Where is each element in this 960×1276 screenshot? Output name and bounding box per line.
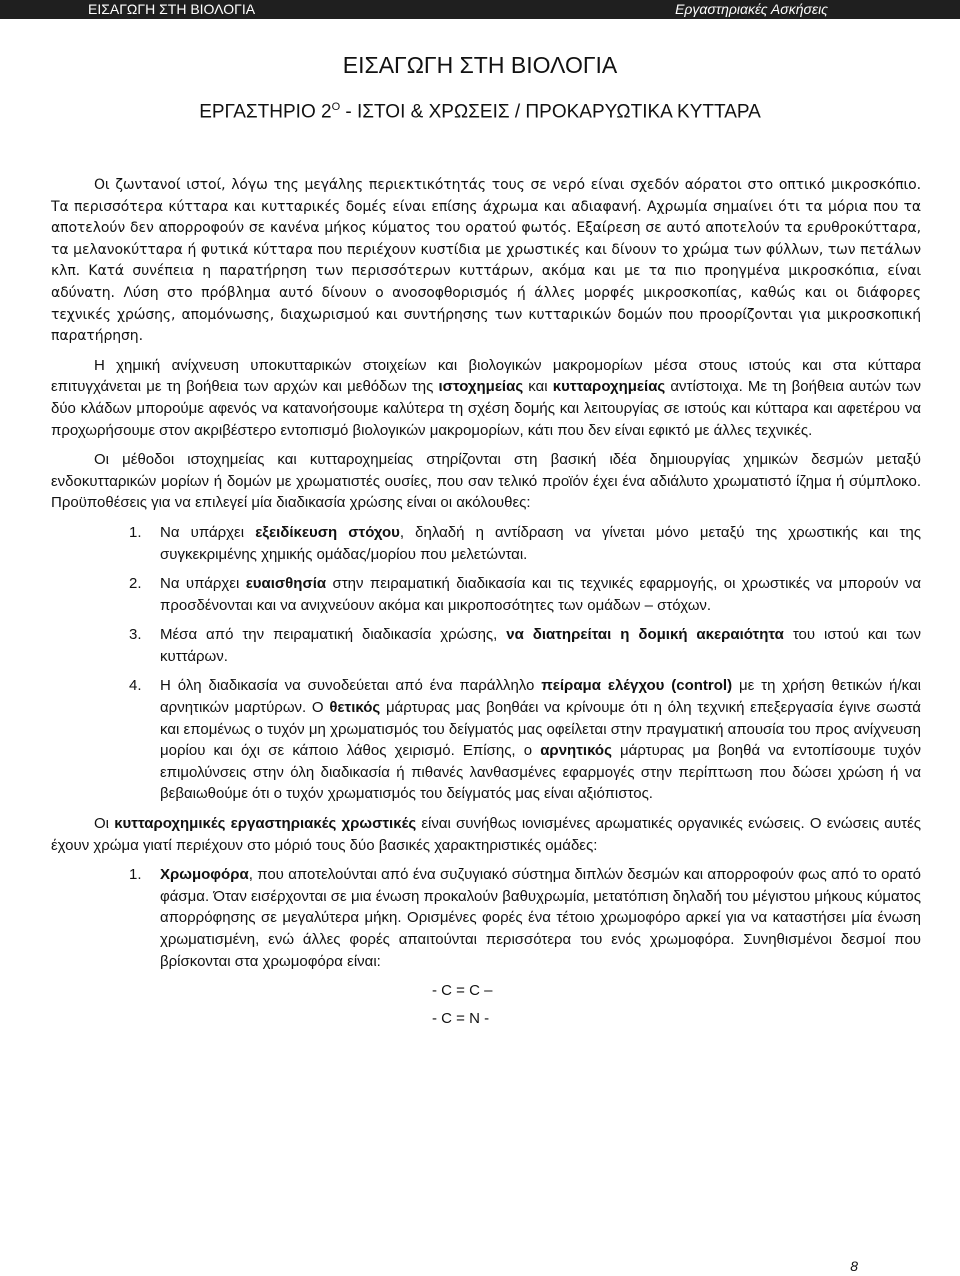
groups-list (51, 864, 921, 972)
paragraph-intro: Οι ζωντανοί ιστοί, λόγω της μεγάλης περιεκτικότητάς τους σε νερό είναι σχεδόν αόρατοι στο οπτικό μικροσκόπιο. Τα περισσότερα κύτταρα και κυτταρικές δομές είναι επίσης άχρωμα και αδιαφανή. Αχρωμία σημαίνει ότι τα μόρια που τα αποτελούν δεν απορροφούν σε κανένα μήκος κύματος του ορατού φωτός. Εξαίρεση σε αυτό αποτελούν τα ερυθροκύτταρα, τα μελανοκύτταρα ή φυτικά κύτταρα που περιέχουν κυστίδια με χρωστικές και δίνουν το χρώμα των φύλλων, των πετάλων κλπ. Κατά συνέπεια η παρατήρηση των περισσότερων κυττάρων, ακόμα και με τα πιο προηγμένα μικροσκόπια, είναι αδύνατη. Λύση στο πρόβλημα αυτό δίνουν ο ανοσοφθορισμός ή άλλες μορφές μικροσκοπίας, καθώς και οι διάφορες τεχνικές χρώσης, απομόνωσης, διαχωρισμού και συντήρησης των κυτταρικών δομών που προορίζονται για μικροσκοπική παρατήρηση. (51, 177, 921, 345)
page-header (0, 0, 960, 19)
formula-block (51, 980, 921, 1029)
list-number: 4. (129, 677, 142, 695)
header-left-title: ΕΙΣΑΓΩΓΗ ΣΤΗ ΒΙΟΛΟΓΙΑ (88, 1, 256, 17)
formula-line: - C = C – (432, 982, 493, 1000)
list-text: του ιστού και των κυττάρων. (160, 626, 922, 665)
paragraph-methods: Οι μέθοδοι ιστοχημείας και κυτταροχημείας στηρίζονται στη βασική ιδέα δημιουργίας χημικών δεσμών μεταξύ ενδοκυτταρικών μορίων ή δομών με χρωματιστές ουσίες, που σαν τελικό προϊόν έχει ένα αδιάλυτο χρωματιστό ίζημα ή σύμπλοκο. Προϋποθέσεις για να επιλεγεί μία διαδικασία χρώσης είναι οι ακόλουθες: (51, 451, 921, 512)
list-text: Να υπάρχει (160, 523, 256, 541)
list-bold: αρνητικός (540, 742, 612, 760)
list-text: μάρτυρας μας βοηθάει να κρίνουμε ότι η όλη τεχνική επεξεργασία έγινε σωστά και επομένως ο τυχόν μη χρωματισμός του δείγματός μας οφείλεται στην πραγματική απουσία του προς ανίχνευση μορίου και όχι σε κάποιο λάθος χειρισμό. Επίσης, ο (160, 699, 921, 760)
p4-text-c: είναι συνήθως ιονισμένες αρωματικές οργανικές ενώσεις. Ο ενώσεις αυτές έχουν χρώμα γιατί περιέχουν στο μόριό τους δύο βασικές χαρακτηριστικές ομάδες: (51, 815, 921, 854)
subtitle-sup: Ο (331, 101, 341, 113)
list-item (51, 522, 921, 565)
p4-text-a: Οι (94, 815, 115, 833)
list-text: μάρτυρας μα βοηθά να εντοπίσουμε τυχόν επιμολύνσεις στην όλη διαδικασία ή πιθανές λανθασμένες εφαρμογές στην περίπτωση που δώσει χρώση ή να βεβαιωθούμε ότι ο τυχόν χρωματισμός του δείγματός μας είναι αξιόπιστος. (160, 742, 921, 803)
list-number: 3. (129, 626, 142, 644)
list-bold: εξειδίκευση στόχου (255, 523, 400, 541)
list-item (51, 864, 921, 972)
paragraph-dyes (51, 813, 921, 856)
formula-line: - C = N - (432, 1009, 490, 1027)
list-number: 2. (129, 575, 142, 593)
p2-bold-cytochemistry: κυτταροχημείας (552, 378, 666, 396)
p4-bold: κυτταροχημικές εργαστηριακές χρωστικές (114, 815, 417, 833)
list-bold: να διατηρείται η δομική ακεραιότητα (506, 626, 784, 644)
list-text: με τη χρήση θετικών ή/και αρνητικών μαρτύρων. Ο (160, 677, 922, 717)
list-text: Να υπάρχει (160, 575, 246, 593)
list-item (51, 624, 921, 667)
p2-text-d: αντίστοιχα. Με τη βοήθεια αυτών των δύο κλάδων μπορούμε αφενός να κατανοήσουμε καλύτερα τη σχέση δομής και λειτουργίας σε ιστούς και κύτταρα και αφετέρου να προχωρήσουμε στον ακριβέστερο εντοπισμό βιολογικών μακρομορίων, κάτι που δεν είναι εφικτό με άλλες τεχνικές. (51, 378, 922, 439)
p2-bold-histochemistry: ιστοχημείας (438, 378, 524, 396)
p2-text-c: και (523, 378, 553, 396)
list-item (51, 675, 921, 805)
subtitle-pre: ΕΡΓΑΣΤΗΡΙΟ 2 (199, 101, 332, 123)
p2-text-a: Η χημική ανίχνευση υποκυτταρικών στοιχείων και βιολογικών μακρομορίων μέσα στους ιστούς και στα κύτταρα επιτυγχάνεται με τη βοήθεια των αρχών και μεθόδων της (51, 356, 921, 396)
list-bold: πείραμα ελέγχου (control) (541, 677, 733, 695)
paragraph-histochemistry (51, 355, 921, 441)
list-text: , που αποτελούνται από ένα συζυγιακό σύστημα διπλών δεσμών και απορροφούν φως από το ορατό φάσμα. Όταν εισέρχονται σε μια ένωση προκαλούν βαθυχρωμία, μετατόπιση δηλαδή του μέγιστου μήκους κύματος απορρόφησης σε μεγαλύτερα μήκη. Ορισμένες φορές ένα τέτοιο χρωμοφόρο αρκεί για να καταστήσει μία ένωση χρωματισμένη, ενώ άλλες φορές απαιτούνται περισσότερα του ενός χρωμοφόρα. Συνηθισμένοι δεσμοί που βρίσκονται στα χρωμοφόρα είναι: (160, 866, 921, 970)
page-subtitle (0, 94, 960, 125)
document-body (51, 175, 921, 1035)
header-right-title: Εργαστηριακές Ασκήσεις (675, 1, 828, 17)
list-text: Μέσα από την πειραματική διαδικασία χρώσης, (160, 626, 507, 644)
list-number: 1. (129, 523, 142, 541)
list-text: , δηλαδή η αντίδραση να γίνεται μόνο μεταξύ της χρωστικής και της συγκεκριμένης χημικής ομάδας/μορίου που μελετώνται. (160, 523, 921, 563)
list-text: Η όλη διαδικασία να συνοδεύεται από ένα παράλληλο (160, 677, 542, 695)
subtitle-post: - ΙΣΤΟΙ & ΧΡΩΣΕΙΣ / ΠΡΟΚΑΡΥΩΤΙΚΑ ΚΥΤΤΑΡΑ (340, 101, 761, 123)
list-bold: Χρωμοφόρα (160, 866, 249, 884)
page-number: 8 (850, 1258, 858, 1274)
list-item (51, 573, 921, 616)
list-bold: ευαισθησία (245, 575, 327, 593)
page-title: ΕΙΣΑΓΩΓΗ ΣΤΗ ΒΙΟΛΟΓΙΑ (342, 52, 618, 78)
list-bold: θετικός (329, 699, 381, 717)
list-text: στην πειραματική διαδικασία και τις τεχνικές εφαρμογής, οι χρωστικές να μπορούν να προσδένονται και να ανιχνεύουν ακόμα και μικροποσότητες των ομάδων – στόχων. (160, 575, 921, 614)
list-number: 1. (129, 866, 142, 884)
prerequisites-list (51, 522, 921, 805)
